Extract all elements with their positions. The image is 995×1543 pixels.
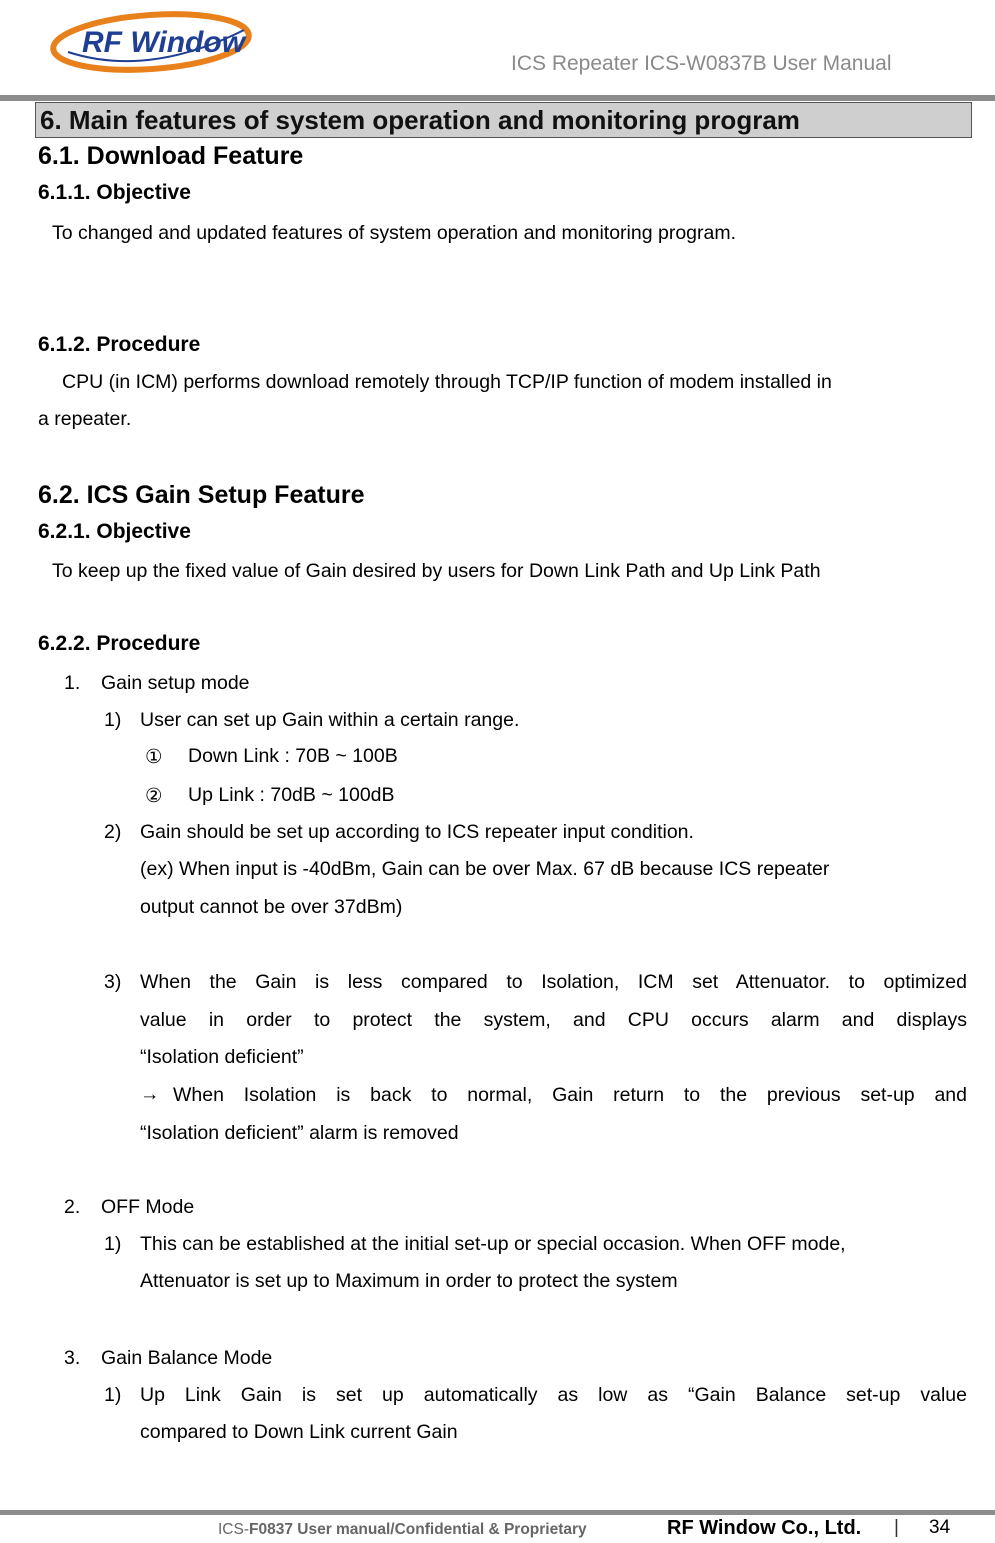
sublist-number: 2)	[104, 821, 122, 843]
arrow-right-icon: →	[140, 1083, 160, 1105]
objective-6-1-text: To changed and updated features of system operation and monitoring program.	[52, 222, 737, 244]
list-item-gain-balance-mode: Gain Balance Mode	[101, 1347, 273, 1369]
footer-company: RF Window Co., Ltd.	[667, 1517, 862, 1539]
heading-6-2-2: 6.2.2. Procedure	[38, 632, 201, 655]
list-item-off-mode: OFF Mode	[101, 1196, 195, 1218]
rf-window-logo	[48, 6, 254, 74]
circled-number: ②	[145, 785, 163, 807]
footer-doc-label	[218, 1521, 587, 1539]
list-number: 2.	[64, 1196, 81, 1218]
sublist-item-text: Gain should be set up according to ICS repeater input condition.	[140, 821, 694, 843]
procedure-6-1-line1: CPU (in ICM) performs download remotely through TCP/IP function of modem installed in	[62, 371, 832, 393]
sublist-item-text: compared to Down Link current Gain	[140, 1421, 458, 1443]
page-number: 34	[929, 1517, 951, 1538]
sublist-item-text: Attenuator is set up to Maximum in order to protect the system	[140, 1270, 678, 1292]
header-rule	[0, 95, 995, 101]
sublist-number: 3)	[104, 971, 122, 993]
heading-6-1: 6.1. Download Feature	[38, 142, 304, 170]
list-number: 3.	[64, 1347, 81, 1369]
list-number: 1.	[64, 672, 81, 694]
sublist-number: 1)	[104, 1384, 122, 1406]
footer-separator: |	[894, 1517, 899, 1538]
sublist-item-text: “Isolation deficient” alarm is removed	[140, 1122, 459, 1144]
sublist-item-text: “Isolation deficient”	[140, 1046, 304, 1068]
sublist-item-text: (ex) When input is -40dBm, Gain can be over Max. 67 dB because ICS repeater	[140, 858, 830, 880]
section-title-bar	[35, 102, 972, 138]
circled-number: ①	[145, 746, 163, 768]
sublist-item-text: When Isolation is back to normal, Gain return to the previous set-up and	[173, 1084, 967, 1106]
heading-6-1-2: 6.1.2. Procedure	[38, 333, 201, 356]
sublist-number: 1)	[104, 709, 122, 731]
footer-rule	[0, 1510, 995, 1515]
footer-doc-prefix: ICS-	[218, 1521, 249, 1538]
heading-6-1-1: 6.1.1. Objective	[38, 181, 191, 204]
sublist-number: 1)	[104, 1233, 122, 1255]
manual-title: ICS Repeater ICS-W0837B User Manual	[511, 52, 892, 75]
sublist-item-text: This can be established at the initial set-up or special occasion. When OFF mode,	[140, 1233, 846, 1255]
footer-doc-rest: F0837 User manual/Confidential & Proprietary	[249, 1521, 587, 1538]
sublist-item-text: Up Link Gain is set up automatically as low as “Gain Balance set-up value	[140, 1384, 967, 1406]
heading-6-2: 6.2. ICS Gain Setup Feature	[38, 481, 365, 509]
list-item-gain-setup-mode: Gain setup mode	[101, 672, 250, 694]
objective-6-2-text: To keep up the fixed value of Gain desired by users for Down Link Path and Up Link Path	[52, 560, 821, 582]
section-title: 6. Main features of system operation and monitoring program	[40, 105, 800, 135]
sublist-item-text: value in order to protect the system, and CPU occurs alarm and displays	[140, 1009, 967, 1031]
heading-6-2-1: 6.2.1. Objective	[38, 520, 191, 543]
sublist-item-text: output cannot be over 37dBm)	[140, 896, 403, 918]
logo-text: RF Window	[82, 26, 246, 59]
sublist-item-text: When the Gain is less compared to Isolation, ICM set Attenuator. to optimized	[140, 971, 967, 993]
down-link-range: Down Link : 70B ~ 100B	[188, 745, 398, 767]
up-link-range: Up Link : 70dB ~ 100dB	[188, 784, 395, 806]
procedure-6-1-line2: a repeater.	[38, 408, 132, 430]
sublist-item-text: User can set up Gain within a certain range.	[140, 709, 520, 731]
